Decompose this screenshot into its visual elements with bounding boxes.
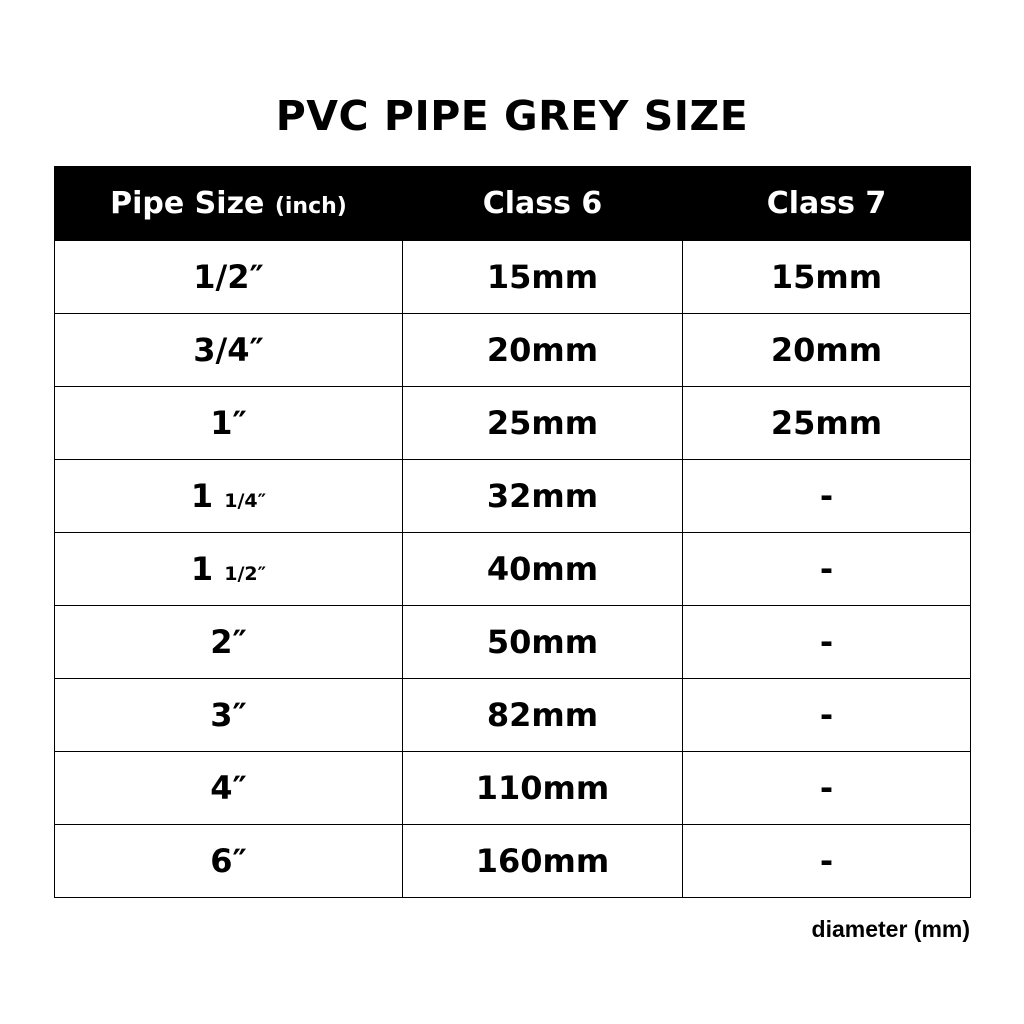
pipe-size-table (54, 166, 971, 898)
cell-class-7: - (683, 752, 971, 825)
table-row (55, 533, 971, 606)
table-row (55, 606, 971, 679)
unit-footnote: diameter (mm) (811, 916, 970, 942)
cell-class-7: - (683, 679, 971, 752)
cell-pipe-size: 6″ (55, 825, 403, 898)
cell-pipe-size: 1/2″ (55, 241, 403, 314)
cell-pipe-size: 3″ (55, 679, 403, 752)
cell-class-6: 160mm (403, 825, 683, 898)
table-row (55, 752, 971, 825)
header-class-6: Class 6 (403, 167, 683, 241)
cell-pipe-size (55, 460, 403, 533)
pipe-size-fraction: 1/4″ (224, 490, 267, 512)
cell-class-7: 25mm (683, 387, 971, 460)
header-pipe-size-unit: (inch) (274, 194, 347, 219)
cell-pipe-size: 4″ (55, 752, 403, 825)
cell-class-6: 82mm (403, 679, 683, 752)
page-title: PVC PIPE GREY SIZE (275, 92, 749, 140)
header-class-7: Class 7 (683, 167, 971, 241)
cell-class-6: 32mm (403, 460, 683, 533)
table-row (55, 314, 971, 387)
cell-pipe-size (55, 533, 403, 606)
cell-class-7: - (683, 460, 971, 533)
cell-class-6: 25mm (403, 387, 683, 460)
table-row (55, 460, 971, 533)
cell-pipe-size: 1″ (55, 387, 403, 460)
cell-class-6: 50mm (403, 606, 683, 679)
pipe-size-fraction: 1/2″ (224, 563, 267, 585)
cell-class-6: 110mm (403, 752, 683, 825)
cell-class-7: - (683, 825, 971, 898)
cell-pipe-size: 3/4″ (55, 314, 403, 387)
cell-class-7: 20mm (683, 314, 971, 387)
table-row (55, 241, 971, 314)
table-row (55, 387, 971, 460)
cell-class-7: - (683, 606, 971, 679)
table-row (55, 679, 971, 752)
cell-pipe-size: 2″ (55, 606, 403, 679)
cell-class-6: 20mm (403, 314, 683, 387)
pipe-size-whole: 1 (190, 477, 214, 515)
cell-class-7: - (683, 533, 971, 606)
header-pipe-size-label: Pipe Size (110, 186, 265, 221)
cell-class-7: 15mm (683, 241, 971, 314)
header-pipe-size (55, 167, 403, 241)
pipe-size-whole: 1 (190, 550, 214, 588)
cell-class-6: 40mm (403, 533, 683, 606)
table-header-row (55, 167, 971, 241)
cell-class-6: 15mm (403, 241, 683, 314)
table-row (55, 825, 971, 898)
